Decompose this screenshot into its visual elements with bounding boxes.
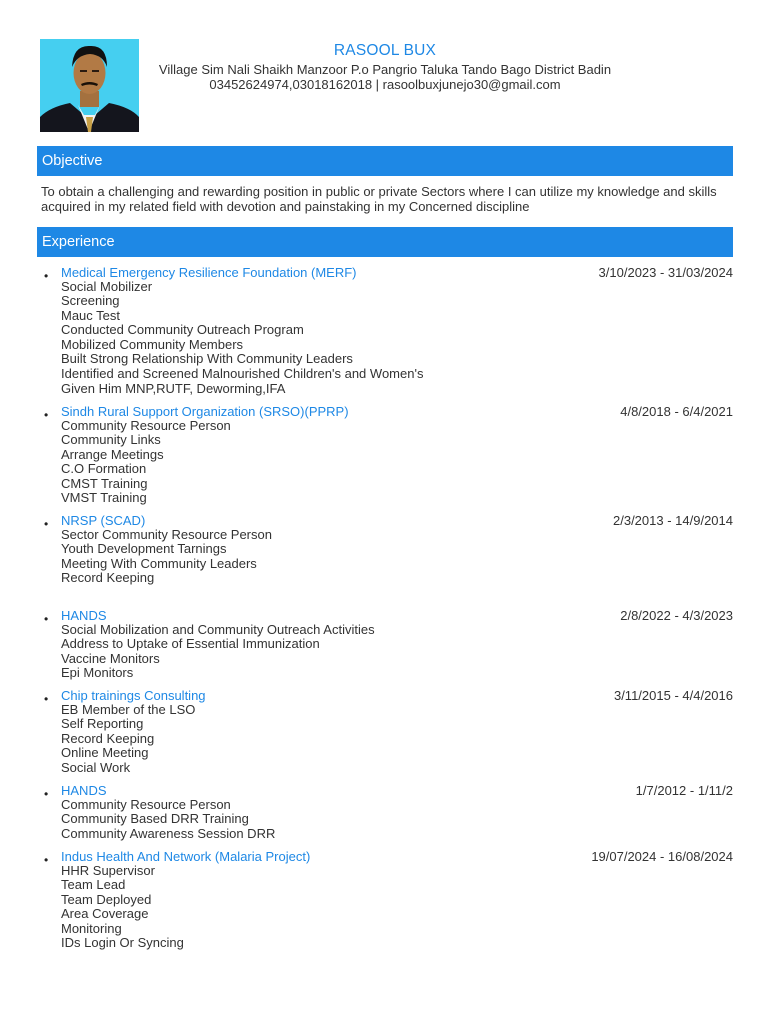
duty-item: Community Resource Person: [61, 417, 231, 433]
header: [140, 40, 630, 92]
duty-list: [61, 280, 423, 397]
duty-item: Youth Development Tarnings: [61, 541, 227, 557]
duty-item: Community Awareness Session DRR: [61, 825, 276, 841]
duty-item: Mauc Test: [61, 307, 121, 323]
duty-item: Identified and Screened Malnourished Children's and Women's: [61, 366, 424, 382]
duty-item: Community Resource Person: [61, 796, 231, 812]
organization-name: Medical Emergency Resilience Foundation (MERF): [61, 265, 357, 280]
bullet: •: [44, 853, 49, 867]
candidate-name: RASOOL BUX: [333, 42, 437, 59]
bullet: •: [44, 408, 49, 422]
duty-item: Address to Uptake of Essential Immunization: [61, 636, 320, 652]
bullet: •: [44, 787, 49, 801]
duty-item: Given Him MNP,RUTF, Deworming,IFA: [61, 380, 286, 396]
organization-name: HANDS: [61, 608, 107, 623]
organization-name: Sindh Rural Support Organization (SRSO)(PPRP): [61, 404, 349, 419]
duty-item: Monitoring: [61, 920, 122, 936]
duty-item: Online Meeting: [61, 745, 149, 761]
bullet: •: [44, 692, 49, 706]
duty-item: Screening: [61, 293, 120, 309]
duty-item: Community Links: [61, 432, 161, 448]
experience-heading: Experience: [37, 227, 733, 257]
duty-item: IDs Login Or Syncing: [61, 935, 184, 951]
duty-item: Meeting With Community Leaders: [61, 555, 257, 571]
duty-item: Record Keeping: [61, 730, 155, 746]
organization-name: NRSP (SCAD): [61, 513, 146, 528]
bullet: •: [44, 612, 49, 626]
duty-item: Mobilized Community Members: [61, 336, 244, 352]
organization-name: Indus Health And Network (Malaria Project): [61, 849, 311, 864]
duty-item: Record Keeping: [61, 570, 155, 586]
duty-item: Vaccine Monitors: [61, 650, 160, 666]
duty-item: Sector Community Resource Person: [61, 526, 272, 542]
duty-item: EB Member of the LSO: [61, 701, 196, 717]
duty-item: Social Mobilization and Community Outreach Activities: [61, 621, 375, 637]
contact-info: 03452624974,03018162018 | rasoolbuxjunejo30@gmail.com: [209, 77, 561, 92]
bullet: •: [44, 269, 49, 283]
objective-heading: Objective: [37, 146, 733, 176]
date-range: 3/11/2015 - 4/4/2016: [613, 688, 733, 703]
duty-item: Area Coverage: [61, 906, 149, 922]
duty-item: HHR Supervisor: [61, 862, 155, 878]
duty-list: [61, 528, 272, 586]
duty-list: [61, 864, 184, 952]
date-range: 2/3/2013 - 14/9/2014: [613, 513, 733, 528]
address: Village Sim Nali Shaikh Manzoor P.o Pangrio Taluka Tando Bago District Badin: [158, 62, 612, 77]
duty-item: Built Strong Relationship With Community Leaders: [61, 351, 353, 367]
duty-item: Social Work: [61, 759, 131, 775]
duty-list: [61, 419, 231, 507]
organization-name: HANDS: [61, 783, 107, 798]
duty-item: Arrange Meetings: [61, 446, 164, 462]
profile-photo: [40, 39, 139, 132]
duty-item: VMST Training: [61, 490, 147, 506]
date-range: 19/07/2024 - 16/08/2024: [591, 849, 733, 864]
bullet: •: [44, 517, 49, 531]
objective-text: To obtain a challenging and rewarding position in public or private Sectors where I can utilize my knowledge and skills acquired in my related field with devotion and painstaking in my Concerned discipline: [41, 184, 717, 214]
date-range: 2/8/2022 - 4/3/2023: [620, 608, 733, 623]
organization-name: Chip trainings Consulting: [61, 688, 206, 703]
date-range: 4/8/2018 - 6/4/2021: [620, 404, 733, 419]
duty-list: [61, 798, 275, 842]
duty-list: [61, 703, 195, 776]
duty-item: Team Deployed: [61, 891, 152, 907]
duty-item: Team Lead: [61, 877, 126, 893]
duty-item: Epi Monitors: [61, 665, 134, 681]
date-range: 3/10/2023 - 31/03/2024: [598, 265, 733, 280]
duty-item: C.O Formation: [61, 461, 147, 477]
date-range: 1/7/2012 - 1/11/2: [635, 783, 733, 798]
duty-item: Self Reporting: [61, 716, 144, 732]
duty-list: [61, 623, 375, 681]
duty-item: CMST Training: [61, 475, 148, 491]
duty-item: Social Mobilizer: [61, 278, 153, 294]
duty-item: Conducted Community Outreach Program: [61, 322, 304, 338]
duty-item: Community Based DRR Training: [61, 811, 249, 827]
